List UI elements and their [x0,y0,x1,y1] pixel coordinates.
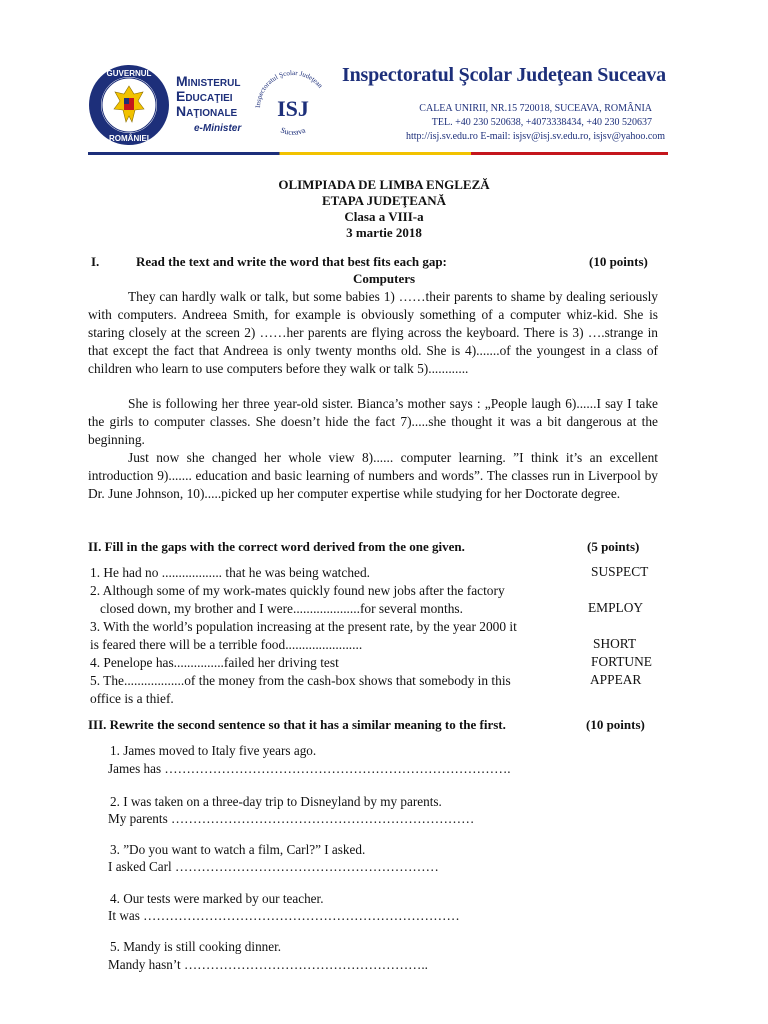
rewrite-sentence-5: 5. Mandy is still cooking dinner. [110,939,282,954]
seal-text-top: GUVERNUL [106,69,152,78]
exam-title [0,177,768,241]
isj-abbrev: ISJ [277,96,309,121]
fill-item-5-cont: office is a thief. [90,691,174,706]
text-title: Computers [352,271,416,286]
fill-word-3: SHORT [593,636,637,651]
ministry-name [176,74,241,136]
fill-word-4: FORTUNE [591,654,652,669]
section-2-instruction: II. Fill in the gaps with the correct word derived from the one given. [88,539,465,554]
fill-item-4: 4. Penelope has...............failed her driving test [90,655,339,670]
rewrite-prompt-3: I asked Carl …………………………………………………… [108,859,439,874]
section-3-instruction: III. Rewrite the second sentence so that it has a similar meaning to the first. [88,717,506,732]
institution-name: Inspectoratul Şcolar Judeţean Suceava [342,64,666,86]
rewrite-prompt-5: Mandy hasn’t ……………………………………………….. [108,957,428,972]
fill-item-2-cont: closed down, my brother and I were....................for several months. [100,601,463,616]
fill-item-1: 1. He had no .................. that he was being watched. [90,565,371,580]
title-line-3: Clasa a VIII-a [344,209,424,224]
rewrite-sentence-1: 1. James moved to Italy five years ago. [110,743,317,758]
seal-text-bottom: ROMÂNIEI [109,134,149,143]
rewrite-sentence-3: 3. ”Do you want to watch a film, Carl?” I asked. [110,842,366,857]
section-1-number: I. [91,254,100,269]
paragraph-3: Just now she changed her whole view 8)...... computer learning. ”I think it’s an excellent introduction 9)....... education and basic learning of numbers and words”. The classes run in Liverpool by Dr. June Johnson, 10).....picked up her computer expertise while studying for her Doctorate degree. [88,450,658,501]
fill-word-1: SUSPECT [591,564,649,579]
fill-item-3: 3. With the world’s population increasing at the present rate, by the year 2000 it [90,619,517,634]
ministry-line-2: Educaţiei [176,88,233,104]
svg-text:Suceava [279,125,307,137]
rewrite-sentence-2: 2. I was taken on a three-day trip to Disneyland by my parents. [110,794,442,809]
section-1-instruction: Read the text and write the word that best fits each gap: [136,254,447,269]
isj-logo-icon [248,58,338,148]
section-2-points: (5 points) [587,539,640,554]
rewrite-prompt-1: James has ……………………………………………………………………. [108,761,511,776]
isj-arc-top: Inspectoratul Şcolar Judeţean [253,68,325,109]
ministry-sub: e-Minister [194,123,242,134]
section-3-points: (10 points) [586,717,645,732]
paragraph-1: They can hardly walk or talk, but some babies 1) ……their parents to shame by dealing seriously with computers. Andreea Smith, for example is obviously something of a computer whiz-kid. She is staring closely at the screen 2) ……her parents are flying across the keyboard. There is 3) ….strange in that except the fact that Andreea is only twenty months old. She is 4).......of the youngest in a class of children who learn to use computers before they walk or talk 5)............ [88,289,658,376]
rewrite-prompt-4: It was ……………………………………………………………… [108,908,460,923]
phone-line: TEL. +40 230 520638, +4073338434, +40 230 520637 [431,117,652,128]
fill-item-3-cont: is feared there will be a terrible food....................... [90,637,363,652]
ministry-line-3: Naţionale [176,103,238,119]
address-line: CALEA UNIRII, NR.15 720018, SUCEAVA, ROMÂNIA [419,103,652,114]
section-1-points: (10 points) [589,254,648,269]
rewrite-sentence-4: 4. Our tests were marked by our teacher. [110,891,324,906]
letterhead [88,58,668,154]
title-line-1: OLIMPIADA DE LIMBA ENGLEZĂ [278,177,490,192]
institution-contact [406,102,666,144]
paragraph-2: She is following her three year-old sister. Bianca’s mother says : „People laugh 6)......I say I take the girls to computer classes. She doesn’t hide the fact 7).....she thought it was a bit dangerous at the beginning. [88,396,658,447]
isj-arc-bottom: Suceava [279,125,307,137]
web-line[interactable]: http://isj.sv.edu.ro E-mail: isjsv@isj.sv.edu.ro, isjsv@yahoo.com [406,131,666,142]
fill-item-5: 5. The..................of the money from the cash-box shows that somebody in this [90,673,511,688]
title-line-4: 3 martie 2018 [346,225,422,240]
ministry-line-1: Ministerul [176,73,241,89]
fill-word-5: APPEAR [590,672,642,687]
fill-item-2: 2. Although some of my work-mates quickly found new jobs after the factory [90,583,505,598]
header-divider [88,152,668,155]
government-seal-icon [88,64,170,146]
rewrite-prompt-2: My parents …………………………………………………………… [108,811,475,826]
fill-word-2: EMPLOY [588,600,644,615]
title-line-2: ETAPA JUDEŢEANĂ [321,193,447,208]
